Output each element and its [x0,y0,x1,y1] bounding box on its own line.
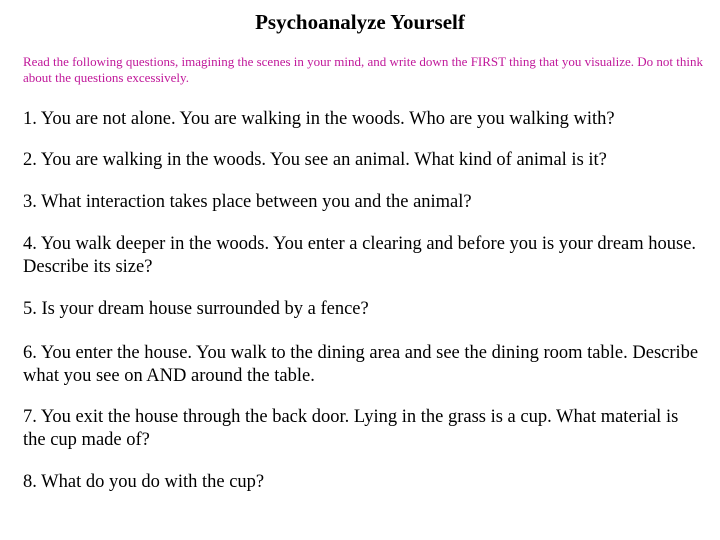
question-3: 3. What interaction takes place between you and the animal? [23,192,472,212]
question-4: 4. You walk deeper in the woods. You enter a clearing and before you is your dream house. Describe its size? [23,234,697,277]
page-title: Psychoanalyze Yourself [255,10,465,34]
question-8: 8. What do you do with the cup? [23,472,265,492]
question-5: 5. Is your dream house surrounded by a fence? [23,299,369,319]
question-7: 7. You exit the house through the back door. Lying in the grass is a cup. What material is the cup made of? [23,407,679,450]
question-1: 1. You are not alone. You are walking in the woods. Who are you walking with? [23,109,615,129]
instructions-text: Read the following questions, imagining the scenes in your mind, and write down the FIRST thing that you visualize. Do not think about the questions excessively. [23,54,704,85]
question-2: 2. You are walking in the woods. You see an animal. What kind of animal is it? [23,150,607,170]
question-6: 6. You enter the house. You walk to the dining area and see the dining room table. Describe what you see on AND around the table. [23,343,699,386]
